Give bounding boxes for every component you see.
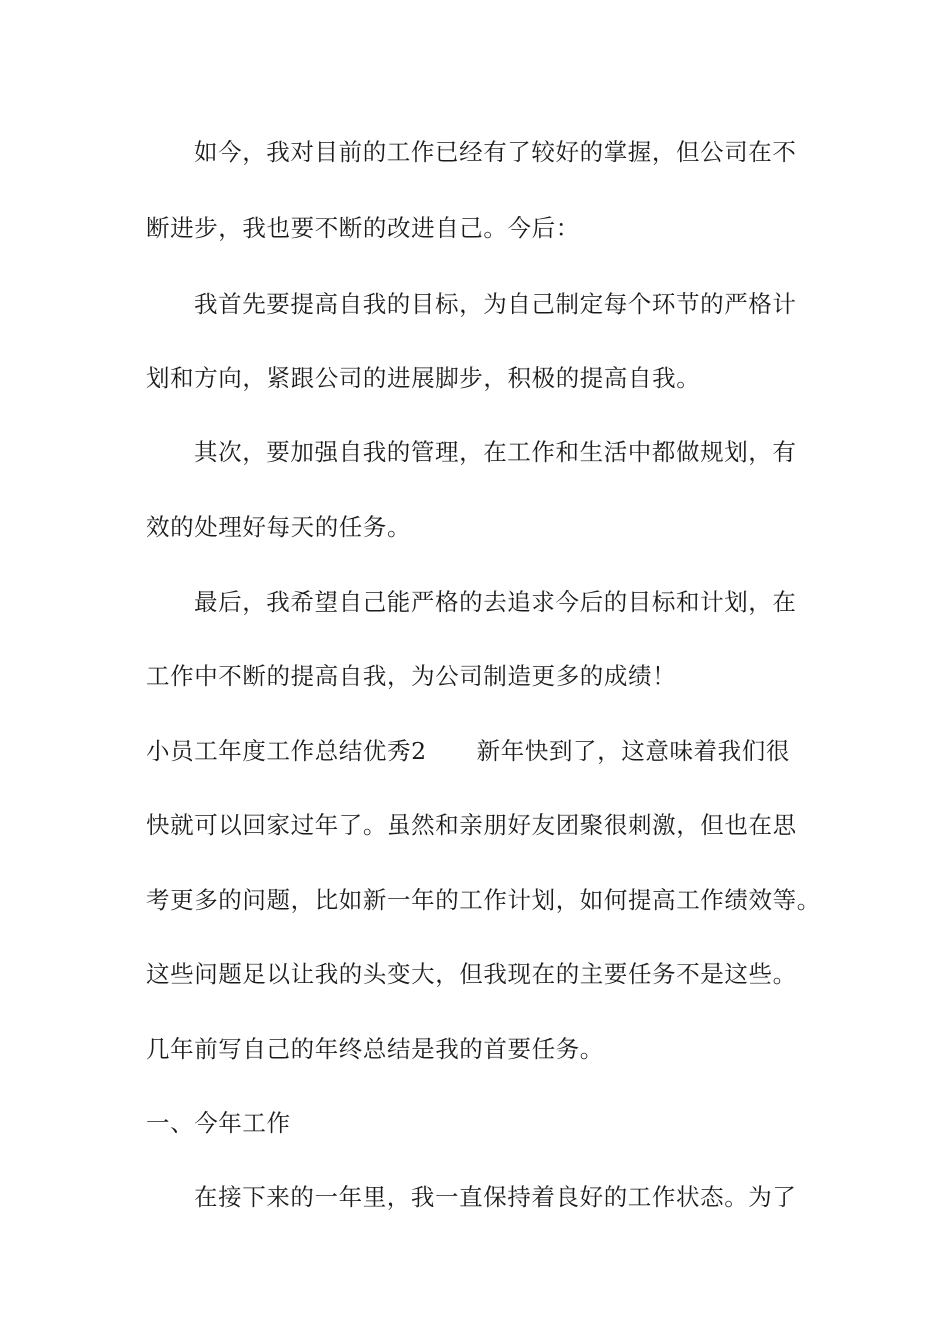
section-title: 小员工年度工作总结优秀2 <box>146 737 427 765</box>
paragraph-line: 工作中不断的提高自我，为公司制造更多的成绩！ <box>146 662 677 690</box>
paragraph-line: 如今，我对目前的工作已经有了较好的掌握，但公司在不 <box>194 138 797 166</box>
section-heading-line <box>146 731 846 771</box>
paragraph-line: 考更多的问题，比如新一年的工作计划，如何提高工作绩效等。 <box>146 886 821 914</box>
section-lead-text: 新年快到了，这意味着我们很 <box>476 737 790 765</box>
paragraph-line: 快就可以回家过年了。虽然和亲朋好友团聚很刺激，但也在思 <box>146 811 797 839</box>
paragraph-line: 这些问题足以让我的头变大，但我现在的主要任务不是这些。 <box>146 960 797 988</box>
paragraph-line: 在接下来的一年里，我一直保持着良好的工作状态。为了 <box>194 1183 797 1211</box>
paragraph-line: 效的处理好每天的任务。 <box>146 513 412 541</box>
paragraph-line: 其次，要加强自我的管理，在工作和生活中都做规划，有 <box>194 438 797 466</box>
paragraph-line: 几年前写自己的年终总结是我的首要任务。 <box>146 1035 604 1063</box>
paragraph-line: 我首先要提高自我的目标，为自己制定每个环节的严格计 <box>194 290 797 318</box>
subheading: 一、今年工作 <box>146 1109 291 1137</box>
paragraph-line: 断进步，我也要不断的改进自己。今后： <box>146 214 580 242</box>
paragraph-line: 最后，我希望自己能严格的去追求今后的目标和计划，在 <box>194 588 797 616</box>
paragraph-line: 划和方向，紧跟公司的进展脚步，积极的提高自我。 <box>146 364 701 392</box>
